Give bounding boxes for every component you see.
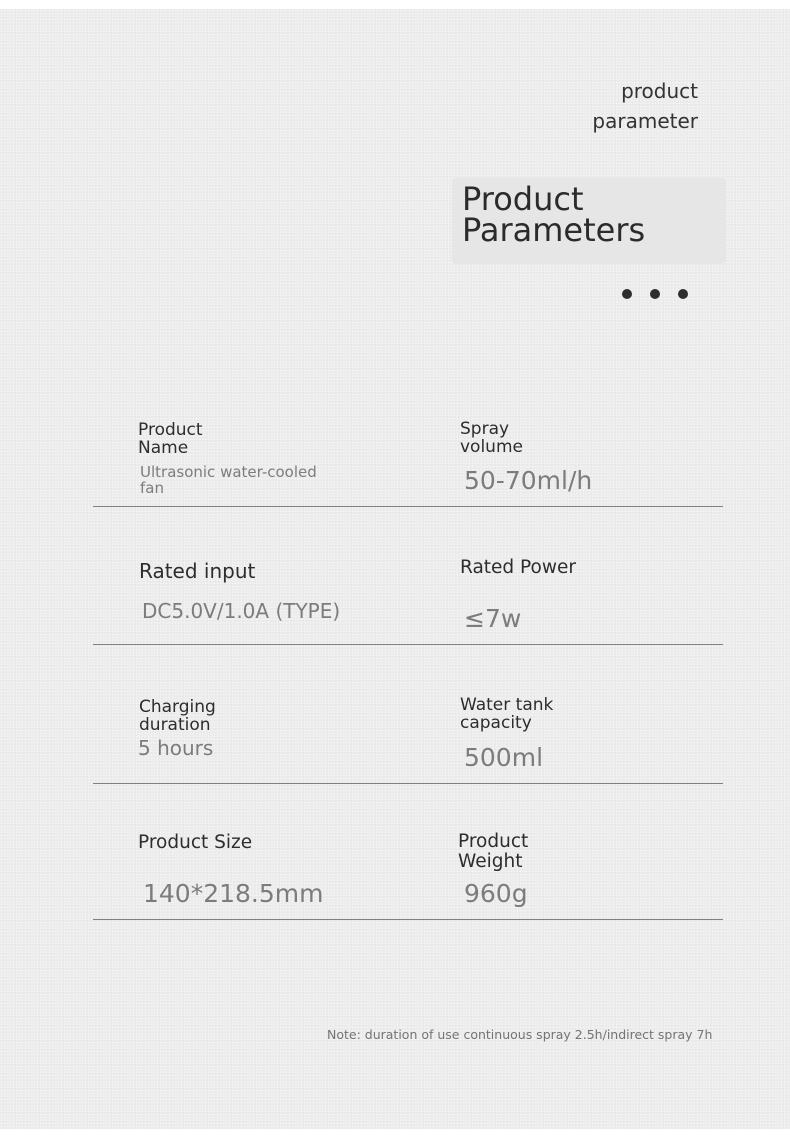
dot-icon <box>678 289 688 299</box>
row-divider <box>93 644 723 645</box>
row-divider <box>93 783 723 784</box>
rated-power-label: Rated Power <box>460 557 576 578</box>
charging-duration-value: 5 hours <box>138 736 214 760</box>
rated-input-label: Rated input <box>139 559 256 583</box>
product-name-value <box>140 464 340 496</box>
spray-volume-label-line1: Spray <box>460 419 510 439</box>
page-title-line2: Parameters <box>462 211 646 249</box>
product-name-label-line1: Product <box>138 420 203 440</box>
charging-duration-label-line1: Charging <box>139 697 216 717</box>
product-name-value-line1: Ultrasonic water-cooled <box>140 463 317 481</box>
product-size-label: Product Size <box>138 832 253 853</box>
water-tank-capacity-label <box>460 696 553 732</box>
spray-volume-label-line2: volume <box>460 437 523 457</box>
product-weight-label <box>458 832 528 872</box>
header-subtitle-line2: parameter <box>592 109 698 133</box>
usage-note: Note: duration of use continuous spray 2.5h/indirect spray 7h <box>327 1027 713 1042</box>
page-title-line1: Product <box>462 180 584 218</box>
product-name-label-line2: Name <box>138 438 189 458</box>
water-tank-capacity-value: 500ml <box>464 743 544 772</box>
product-weight-value: 960g <box>464 879 528 908</box>
rated-power-value: ≤7w <box>464 604 522 633</box>
water-tank-capacity-label-line1: Water tank <box>460 695 554 715</box>
product-weight-label-line2: Weight <box>458 851 523 872</box>
page-background <box>0 9 790 1129</box>
product-size-value: 140*218.5mm <box>143 879 324 908</box>
header-subtitle-line1: product <box>621 79 698 103</box>
row-divider <box>93 506 723 507</box>
charging-duration-label <box>139 698 216 734</box>
product-name-label <box>138 421 203 457</box>
dot-icon <box>650 289 660 299</box>
rated-input-value: DC5.0V/1.0A (TYPE) <box>142 599 341 623</box>
charging-duration-label-line2: duration <box>139 715 211 735</box>
spray-volume-value: 50-70ml/h <box>464 466 593 495</box>
dot-icon <box>622 289 632 299</box>
decorative-dots <box>622 289 688 299</box>
product-weight-label-line1: Product <box>458 831 529 852</box>
page-title <box>462 180 722 249</box>
row-divider <box>93 919 723 920</box>
product-name-value-line2: fan <box>140 479 164 497</box>
spray-volume-label <box>460 420 523 456</box>
water-tank-capacity-label-line2: capacity <box>460 713 532 733</box>
header-subtitle <box>498 76 698 136</box>
